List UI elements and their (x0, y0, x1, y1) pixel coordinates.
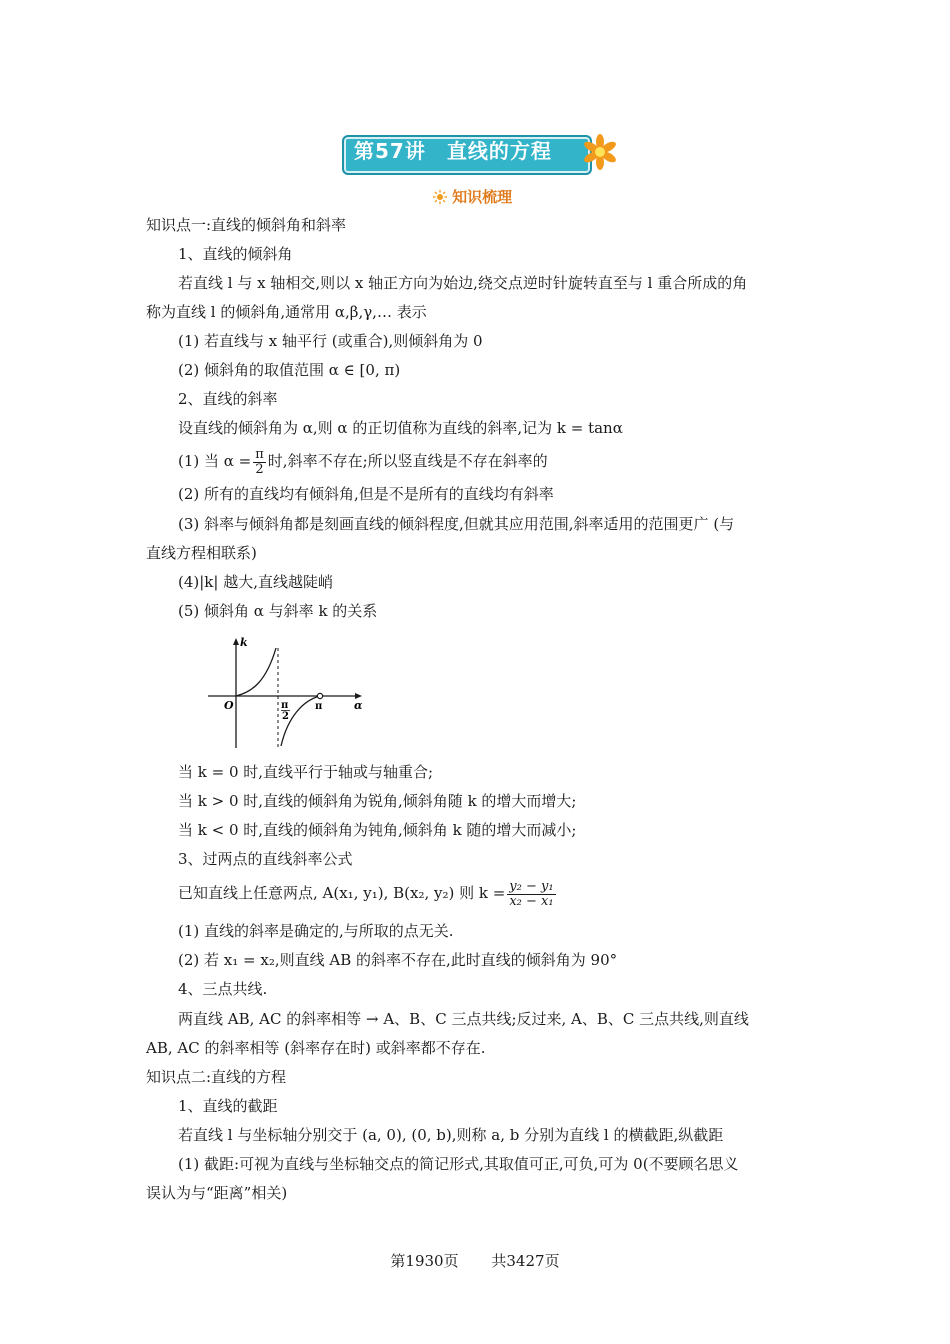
text-line: 直线方程相联系) (146, 544, 257, 562)
fraction-numerator: π (255, 446, 264, 462)
fraction-denominator: 2 (255, 461, 264, 477)
slope-angle-graph (204, 634, 368, 750)
asymptote-label-num: π (281, 700, 289, 711)
text-segment: 时,斜率不存在;所以竖直线是不存在斜率的 (267, 452, 548, 470)
text-segment: 已知直线上任意两点, A(x₁, y₁), B(x₂, y₂) 则 k = (178, 884, 506, 902)
kp1-heading: 知识点一:直线的倾斜角和斜率 (146, 216, 347, 234)
text-line: (1) 截距:可视为直线与坐标轴交点的简记形式,其取值可正,可负,可为 0(不要顾名思义 (178, 1155, 739, 1173)
fraction-numerator: y₂ − y₁ (509, 878, 554, 894)
kp1-sub2: 2、直线的斜率 (178, 390, 278, 408)
text-line: (2) 所有的直线均有倾斜角,但是不是所有的直线均有斜率 (178, 485, 554, 503)
kp2-sub1: 1、直线的截距 (178, 1097, 278, 1115)
curve-positive-branch (236, 648, 276, 696)
text-line-fraction (178, 446, 548, 477)
lecture-title-banner (342, 132, 614, 178)
page-total: 共3427页 (491, 1252, 560, 1270)
open-point (317, 693, 322, 698)
sun-bullet-icon (433, 190, 447, 204)
text-line: 称为直线 l 的倾斜角,通常用 α,β,γ,… 表示 (146, 303, 427, 321)
y-axis-arrow (233, 638, 239, 645)
kp1-sub4: 4、三点共线. (178, 980, 268, 998)
kp2-heading: 知识点二:直线的方程 (146, 1068, 287, 1086)
text-line: 当 k > 0 时,直线的倾斜角为锐角,倾斜角随 k 的增大而增大; (178, 792, 577, 810)
text-line: (1) 直线的斜率是确定的,与所取的点无关. (178, 922, 454, 940)
text-line: 若直线 l 与 x 轴相交,则以 x 轴正方向为始边,绕交点逆时针旋转直至与 l 重合所成的角 (178, 274, 748, 292)
x-axis-label: α (354, 699, 363, 712)
section-heading-text: 知识梳理 (452, 188, 513, 206)
text-line: 当 k < 0 时,直线的倾斜角为钝角,倾斜角 k 随的增大而减小; (178, 821, 577, 839)
origin-label: O (224, 699, 234, 712)
page-number: 第1930页 (390, 1252, 459, 1270)
text-line: (2) 倾斜角的取值范围 α ∈ [0, π) (178, 361, 401, 379)
text-segment: (1) 当 α = (178, 452, 252, 470)
text-line-fraction (178, 876, 558, 910)
end-label: π (315, 701, 323, 712)
kp1-sub3: 3、过两点的直线斜率公式 (178, 850, 353, 868)
y-axis-label: k (240, 636, 248, 649)
text-line: (5) 倾斜角 α 与斜率 k 的关系 (178, 602, 378, 620)
text-line: (4)|k| 越大,直线越陡峭 (178, 573, 333, 591)
text-line: 当 k = 0 时,直线平行于轴或与轴重合; (178, 763, 434, 781)
text-line: 设直线的倾斜角为 α,则 α 的正切值称为直线的斜率,记为 k = tanα (178, 419, 623, 437)
text-line: (1) 若直线与 x 轴平行 (或重合),则倾斜角为 0 (178, 332, 483, 350)
text-line: AB, AC 的斜率相等 (斜率存在时) 或斜率都不存在. (146, 1039, 486, 1057)
lecture-title: 第57讲 直线的方程 (354, 139, 552, 163)
asymptote-label-den: 2 (282, 711, 289, 722)
text-line: 误认为与“距离”相关) (146, 1184, 288, 1202)
fraction-denominator: x₂ − x₁ (509, 893, 554, 909)
text-line: 若直线 l 与坐标轴分别交于 (a, 0), (0, b),则称 a, b 分别为直线 l 的横截距,纵截距 (178, 1126, 724, 1144)
text-line: (2) 若 x₁ = x₂,则直线 AB 的斜率不存在,此时直线的倾斜角为 90° (178, 951, 618, 969)
text-line: 两直线 AB, AC 的斜率相等 → A、B、C 三点共线;反过来, A、B、C 三点共线,则直线 (178, 1010, 749, 1028)
section-heading (433, 186, 512, 210)
page-footer (0, 1250, 950, 1272)
kp1-sub1: 1、直线的倾斜角 (178, 245, 293, 263)
text-line: (3) 斜率与倾斜角都是刻画直线的倾斜程度,但就其应用范围,斜率适用的范围更广 (与 (178, 515, 735, 533)
fraction-slope (507, 880, 555, 909)
fraction-pi-half (253, 448, 266, 477)
flower-icon (582, 132, 618, 174)
